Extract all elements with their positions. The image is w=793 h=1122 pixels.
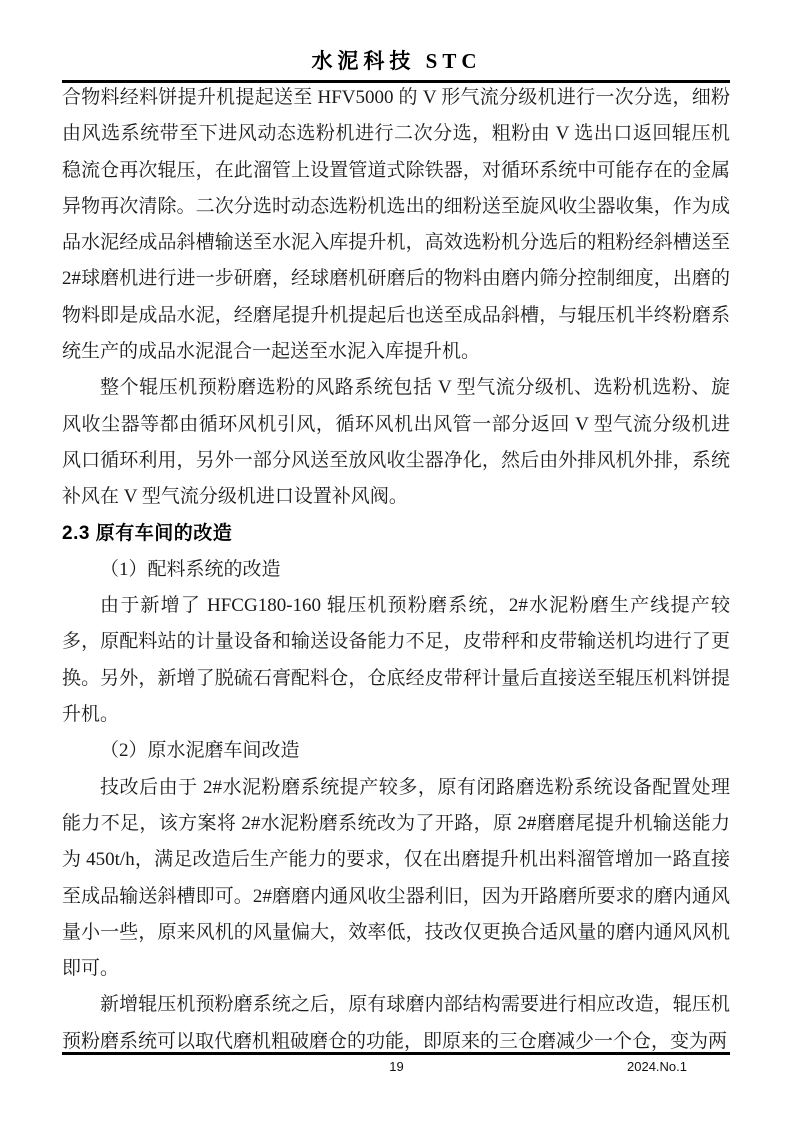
list-item-heading: （2）原水泥磨车间改造: [100, 740, 300, 762]
paragraph: 由于新增了 HFCG180-160 辊压机预粉磨系统，2#水泥粉磨生产线提产较多，原配料站的计量设备和输送设备能力不足，皮带秤和皮带输送机均进行了更换。另外，新增了脱硫石膏配料仓，仓底经皮带秤计量后直接送至辊压机料饼提升机。: [62, 595, 730, 726]
paragraph: 技改后由于 2#水泥粉磨系统提产较多，原有闭路磨选粉系统设备配置处理能力不足，该方案将 2#水泥粉磨系统改为了开路，原 2#磨磨尾提升机输送能力为 450t/h，满足改造后生产能力的要求，仅在出磨提升机出料溜管增加一路直接至成品输送斜槽即可。2#磨磨内通风收尘器利旧，因为开路磨所要求的磨内通风量小一些，原来风机的风量偏大，效率低，技改仅更换合适风量的磨内通风风机即可。: [62, 776, 730, 980]
paragraph: 整个辊压机预粉磨选粉的风路系统包括 V 型气流分级机、选粉机选粉、旋风收尘器等都由循环风机引风，循环风机出风管一部分返回 V 型气流分级机进风口循环利用，另外一部分风送至放风收尘器净化，然后由外排风机外排，系统补风在 V 型气流分级机进口设置补风阀。: [62, 377, 730, 508]
paragraph-continuation: 合物料经料饼提升机提起送至 HFV5000 的 V 形气流分级机进行一次分选，细粉由风选系统带至下进风动态选粉机进行二次分选，粗粉由 V 选出口返回辊压机稳流仓再次辊压，在此溜管上设置管道式除铁器，对循环系统中可能存在的金属异物再次清除。二次分选时动态选粉机选出的细粉送至旋风收尘器收集，作为成品水泥经成品斜槽输送至水泥入库提升机，高效选粉机分选后的粗粉经斜槽送至 2#球磨机进行进一步研磨，经球磨机研磨后的物料由磨内筛分控制细度，出磨的物料即是成品水泥，经磨尾提升机提起后也送至成品斜槽，与辊压机半终粉磨系统生产的成品水泥混合一起送至水泥入库提升机。: [62, 87, 730, 363]
page-number: 19: [389, 1059, 404, 1074]
issue-label: 2024.No.1: [627, 1059, 687, 1074]
list-item-heading: （1）配料系统的改造: [100, 558, 281, 580]
section-heading: 2.3 原有车间的改造: [62, 522, 233, 544]
footer-rule: [62, 1052, 730, 1055]
document-body: [62, 80, 730, 1060]
paragraph: 新增辊压机预粉磨系统之后，原有球磨内部结构需要进行相应改造，辊压机预粉磨系统可以取代磨机粗破磨仓的功能，即原来的三仓磨减少一个仓，变为两: [62, 994, 730, 1052]
journal-title: 水泥科技 STC: [311, 49, 482, 73]
